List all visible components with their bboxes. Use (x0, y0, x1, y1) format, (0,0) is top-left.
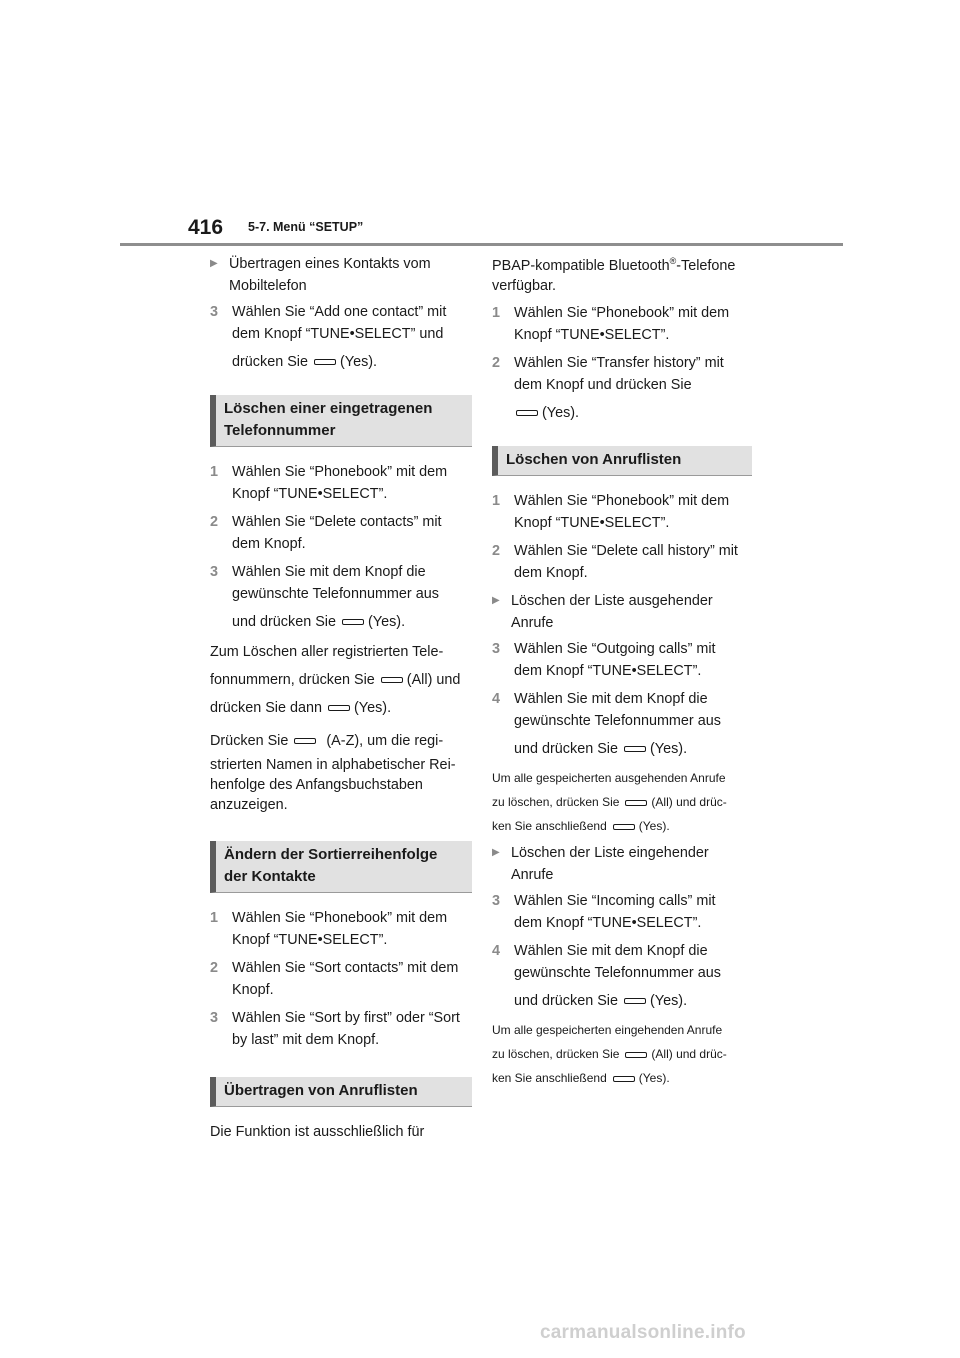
note-text-part: (All) und drüc- (651, 1047, 727, 1061)
note-text-part: (Yes). (638, 819, 670, 833)
step-text: Knopf “TUNE•SELECT”. (514, 327, 670, 343)
screen-button-icon (381, 677, 403, 683)
screen-button-icon (613, 824, 635, 830)
step-text: gewünschte Telefonnummer aus (514, 713, 721, 729)
step-text (514, 738, 752, 760)
step-text (514, 990, 752, 1012)
body-text (492, 256, 752, 276)
step-number: 3 (210, 564, 219, 580)
screen-button-icon (625, 1052, 647, 1058)
screen-button-icon (624, 746, 646, 752)
page-number: 416 (188, 216, 224, 239)
arrow-text: Löschen der Liste eingehender (511, 845, 709, 861)
body-text: verfügbar. (492, 278, 556, 294)
step-number: 1 (492, 493, 501, 509)
step-item (492, 540, 752, 584)
note-text-part: (Yes). (354, 700, 392, 716)
step-text: Wählen Sie mit dem Knopf die (514, 943, 708, 959)
step-item (210, 461, 472, 505)
step-text-part: drücken Sie (232, 354, 308, 370)
screen-button-icon (613, 1076, 635, 1082)
section-heading: Ändern der Sortierreihenfolge der Kontakte (210, 841, 472, 893)
step-text: Wählen Sie “Phonebook” mit dem (232, 464, 448, 480)
note-text-part: ken Sie anschließend (492, 1071, 607, 1085)
step-text-part: und drücken Sie (514, 993, 619, 1009)
triangle-right-icon: ▶ (492, 595, 500, 606)
note-text-part: (Yes). (638, 1071, 670, 1085)
step-text: Wählen Sie mit dem Knopf die (514, 691, 708, 707)
step-item (492, 302, 752, 346)
step-number: 1 (492, 305, 501, 321)
step-number: 4 (492, 943, 501, 959)
step-item (492, 638, 752, 682)
step-text: Knopf “TUNE•SELECT”. (514, 515, 670, 531)
step-number: 1 (210, 910, 219, 926)
note-text-part: drücken Sie dann (210, 700, 323, 716)
step-number: 2 (492, 543, 501, 559)
note-text-part: (All) und drüc- (651, 795, 727, 809)
arrow-text: Mobiltelefon (229, 278, 307, 294)
note-text-part: (A-Z), um die regi- (326, 733, 444, 749)
screen-button-icon (625, 800, 647, 806)
step-text (232, 611, 472, 633)
note-text (492, 790, 752, 814)
step-text: gewünschte Telefonnummer aus (232, 586, 439, 602)
step-number: 4 (492, 691, 501, 707)
note-text: henfolge des Anfangsbuchstaben (210, 777, 423, 793)
body-text-part: PBAP-kompatible Bluetooth (492, 258, 670, 274)
step-number: 2 (492, 355, 501, 371)
body-paragraph (492, 256, 752, 296)
header-divider (120, 243, 843, 246)
note-text-part: ken Sie anschließend (492, 819, 607, 833)
step-text: Wählen Sie “Phonebook” mit dem (514, 305, 730, 321)
note-text: anzuzeigen. (210, 797, 288, 813)
step-text: dem Knopf “TUNE•SELECT”. (514, 663, 702, 679)
step-text: Wählen Sie “Phonebook” mit dem (232, 910, 448, 926)
arrow-text: Löschen der Liste ausgehender (511, 593, 713, 609)
step-text: dem Knopf “TUNE•SELECT” und (232, 326, 444, 342)
screen-button-icon (294, 738, 316, 744)
screen-button-icon (624, 998, 646, 1004)
step-text: dem Knopf und drücken Sie (514, 377, 692, 393)
note-text: Um alle gespeicherten eingehenden Anrufe (492, 1023, 723, 1037)
step-item (492, 688, 752, 760)
note-text-part: Drücken Sie (210, 733, 289, 749)
step-text: Wählen Sie “Incoming calls” mit (514, 893, 716, 909)
step-text: Wählen Sie “Delete call history” mit (514, 543, 738, 559)
note-text-part: zu löschen, drücken Sie (492, 795, 620, 809)
screen-button-icon (328, 705, 350, 711)
step-item (210, 301, 472, 373)
step-text: Wählen Sie “Sort contacts” mit dem (232, 960, 459, 976)
step-item (210, 561, 472, 633)
step-text: Wählen Sie “Outgoing calls” mit (514, 641, 716, 657)
step-number: 1 (210, 464, 219, 480)
note-paragraph (210, 731, 472, 815)
step-number: 2 (210, 960, 219, 976)
note-text: Um alle gespeicherten ausgehenden Anrufe (492, 771, 726, 785)
step-number: 3 (210, 304, 219, 320)
watermark: carmanualsonline.info (540, 1322, 746, 1343)
step-item (492, 490, 752, 534)
arrow-item (492, 590, 752, 634)
step-number: 3 (492, 641, 501, 657)
step-text: dem Knopf. (514, 565, 588, 581)
body-text-part: -Telefone (676, 258, 736, 274)
step-text-part: (Yes). (650, 741, 688, 757)
arrow-item (210, 253, 472, 297)
note-text-part: zu löschen, drücken Sie (492, 1047, 620, 1061)
step-text-part: und drücken Sie (232, 614, 337, 630)
step-text: dem Knopf. (232, 536, 306, 552)
step-number: 2 (210, 514, 219, 530)
step-text: Knopf “TUNE•SELECT”. (232, 486, 388, 502)
right-column (492, 256, 752, 1094)
section-heading: Löschen einer eingetragenen Telefonnummer (210, 395, 472, 447)
note-text: strierten Namen in alphabetischer Rei- (210, 757, 456, 773)
small-note (492, 766, 752, 838)
left-column (210, 253, 472, 1149)
screen-button-icon (516, 410, 538, 416)
body-paragraph: Die Funktion ist ausschließlich für (210, 1124, 425, 1140)
step-text-part: (Yes). (340, 354, 378, 370)
screen-button-icon (342, 619, 364, 625)
arrow-text: Übertragen eines Kontakts vom (229, 256, 431, 272)
step-text: dem Knopf “TUNE•SELECT”. (514, 915, 702, 931)
note-text (210, 697, 472, 719)
step-text: Wählen Sie “Add one contact” mit (232, 304, 447, 320)
step-item (210, 511, 472, 555)
step-text-part: (Yes). (650, 993, 688, 1009)
note-text (210, 669, 472, 691)
note-text (492, 1066, 752, 1090)
step-item (492, 890, 752, 934)
step-number: 3 (492, 893, 501, 909)
small-note (492, 1018, 752, 1090)
note-text-part: fonnummern, drücken Sie (210, 672, 375, 688)
registered-mark: ® (669, 256, 677, 267)
step-item (210, 907, 472, 951)
step-text-part: und drücken Sie (514, 741, 619, 757)
step-text: Wählen Sie “Delete contacts” mit (232, 514, 442, 530)
step-text-part: (Yes). (542, 405, 580, 421)
step-text: Wählen Sie “Sort by first” oder “Sort (232, 1010, 460, 1026)
note-text (210, 731, 472, 751)
step-text: gewünschte Telefonnummer aus (514, 965, 721, 981)
step-text: Knopf “TUNE•SELECT”. (232, 932, 388, 948)
step-text (514, 402, 752, 424)
step-text: Wählen Sie mit dem Knopf die (232, 564, 426, 580)
note-paragraph (210, 641, 472, 719)
step-number: 3 (210, 1010, 219, 1026)
step-item (210, 957, 472, 1001)
step-text: Knopf. (232, 982, 274, 998)
note-text-part: (All) und (406, 672, 461, 688)
arrow-item (492, 842, 752, 886)
screen-button-icon (314, 359, 336, 365)
step-item (210, 1007, 472, 1051)
triangle-right-icon: ▶ (210, 258, 218, 269)
step-item (492, 352, 752, 424)
section-heading: Löschen von Anruflisten (492, 446, 752, 476)
note-text: Zum Löschen aller registrierten Tele- (210, 644, 444, 660)
step-item (492, 940, 752, 1012)
note-text (492, 1042, 752, 1066)
step-text: Wählen Sie “Transfer history” mit (514, 355, 724, 371)
step-text-part: (Yes). (368, 614, 406, 630)
triangle-right-icon: ▶ (492, 847, 500, 858)
arrow-text: Anrufe (511, 867, 554, 883)
step-text (232, 351, 472, 373)
arrow-text: Anrufe (511, 615, 554, 631)
step-text: Wählen Sie “Phonebook” mit dem (514, 493, 730, 509)
note-text (492, 814, 752, 838)
chapter-title: 5-7. Menü “SETUP” (248, 220, 364, 234)
section-heading: Übertragen von Anruflisten (210, 1077, 472, 1107)
step-text: by last” mit dem Knopf. (232, 1032, 380, 1048)
